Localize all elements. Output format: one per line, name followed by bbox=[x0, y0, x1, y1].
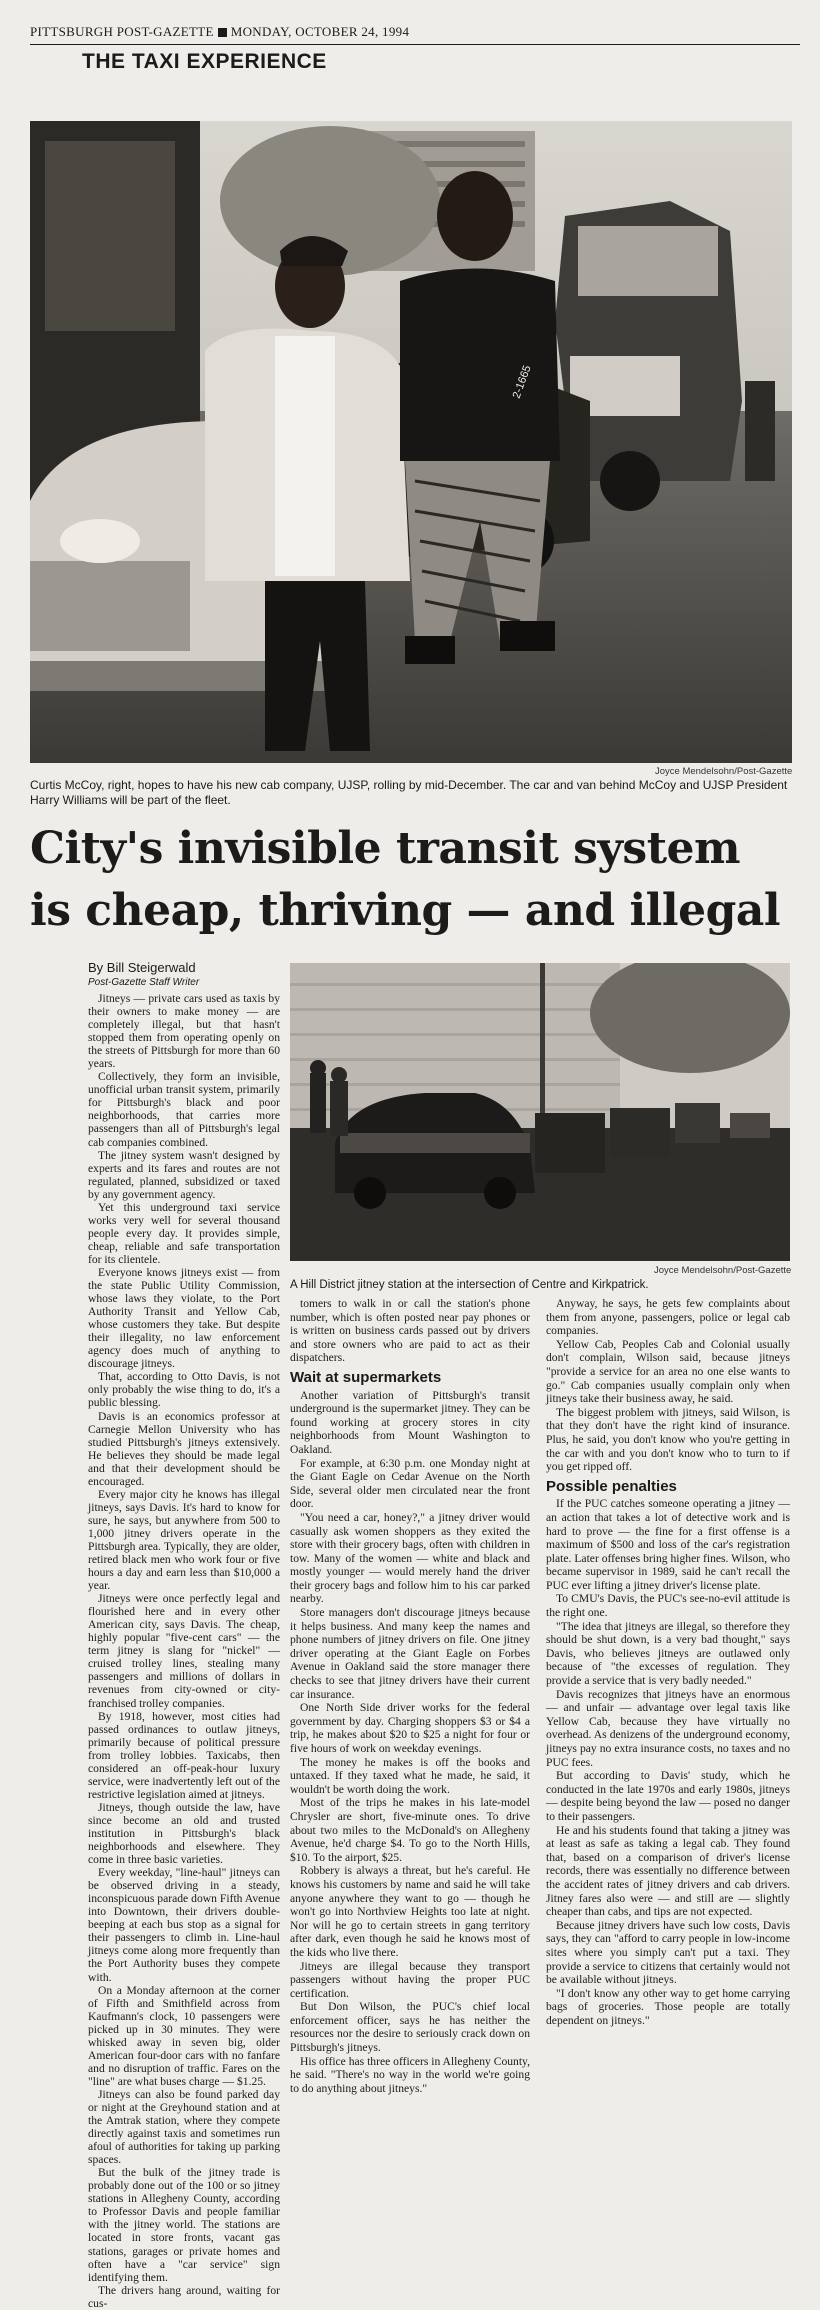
paragraph: Yet this underground taxi service works very well for several thousand people every day. It provides simple, cheap, reliable and safe transportation for its clientele. bbox=[88, 1200, 280, 1266]
second-photo-credit: Joyce Mendelsohn/Post-Gazette bbox=[654, 1265, 792, 1276]
paragraph: For example, at 6:30 p.m. one Monday night at the Giant Eagle on Cedar Avenue on the North Side, several older men circulated near the front door. bbox=[290, 1456, 530, 1511]
paragraph: The jitney system wasn't designed by experts and its fares and routes are not regulated, planned, subsidized or taxed by any government agency. bbox=[88, 1148, 280, 1201]
paragraph: His office has three officers in Allegheny County, he said. "There's no way in the world we're going to do anything about jitneys." bbox=[290, 2054, 530, 2095]
second-photo-caption: A Hill District jitney station at the intersection of Centre and Kirkpatrick. bbox=[290, 1279, 649, 1291]
article-column-2 bbox=[290, 1297, 530, 2095]
paragraph: Because jitney drivers have such low costs, Davis says, they can "afford to carry people in low-income sites where you simply can't put a taxi. They provide a service to citizens that certainly would not be available without jitneys. bbox=[546, 1918, 790, 1987]
paragraph: The money he makes is off the books and untaxed. If they taxed what he made, he said, it wouldn't be worth doing the work. bbox=[290, 1755, 530, 1796]
masthead-rule bbox=[30, 44, 800, 45]
paragraph: Jitneys — private cars used as taxis by their owners to make money — are completely illegal, but that hasn't stopped them from operating openly on the streets of Pittsburgh for more than 60 years. bbox=[88, 992, 280, 1071]
paragraph: Anyway, he says, he gets few complaints about them from anyone, passengers, police or legal cab companies. bbox=[546, 1297, 790, 1338]
paragraph: Jitneys were once perfectly legal and flourished here and in every other American city, says Davis. The cheap, highly popular "five-cent cars" — the term jitney is slang for "nickel" — cruised trolley lines, stealing many passengers and millions of dollars in revenues from city-owned or city-franchised trolley companies. bbox=[88, 1592, 280, 1710]
paragraph: "The idea that jitneys are illegal, so therefore they should be shut down, is a very bad thought," says Davis, who believes jitneys are outlawed only because of "the excesses of regulation. They provide a service that is very badly needed." bbox=[546, 1619, 790, 1688]
headline-line-2: is cheap, thriving — and illegal bbox=[30, 885, 781, 936]
paragraph: One North Side driver works for the federal government by day. Charging shoppers $3 or $4 a trip, he makes about $20 to $25 a night for four or five hours of work on weekday evenings. bbox=[290, 1701, 530, 1755]
paragraph: Yellow Cab, Peoples Cab and Colonial usually don't complain, Wilson said, because jitneys "provide a service for an area no one else wants to go." Cab companies usually complain only when jitneys take their business away, he said. bbox=[546, 1337, 790, 1406]
section-title: THE TAXI EXPERIENCE bbox=[82, 50, 327, 73]
article-column-1 bbox=[88, 992, 280, 2310]
paragraph: The biggest problem with jitneys, said Wilson, is that they don't have the right kind of insurance. Plus, he said, you don't know who you're getting in the car with and you don't know who to turn to if you get ripped off. bbox=[546, 1405, 790, 1474]
byline-name: By Bill Steigerwald bbox=[88, 960, 196, 975]
paragraph: By 1918, however, most cities had passed ordinances to outlaw jitneys, primarily because of political pressure from trolley lobbies. Taxicabs, then considered an off-peak-hour luxury service, were inadvertently left out of the restrictive legislation aimed at jitneys. bbox=[88, 1709, 280, 1801]
photo-credit: Joyce Mendelsohn/Post-Gazette bbox=[655, 766, 793, 777]
paragraph: Every weekday, "line-haul" jitneys can be observed driving in a steady, inconspicuous parade down Fifth Avenue into Downtown, their drivers double-beeping at each bus stop as a signal for their passengers to climb in. Line-haul jitneys come along more frequently than the Port Authority buses they compete with. bbox=[88, 1866, 280, 1984]
paragraph: "I don't know any other way to get home carrying bags of groceries. Those people are totally dependent on jitneys." bbox=[546, 1986, 790, 2027]
photo-caption: Curtis McCoy, right, hopes to have his new cab company, UJSP, rolling by mid-December. The car and van behind McCoy and UJSP President Harry Williams will be part of the fleet. bbox=[30, 778, 788, 807]
top-photo bbox=[30, 121, 792, 763]
paragraph: Jitneys are illegal because they transport passengers without having the proper PUC certification. bbox=[290, 1959, 530, 2000]
masthead bbox=[30, 24, 800, 40]
paragraph: Jitneys, though outside the law, have since become an old and trusted institution in Pittsburgh's black neighborhoods and elsewhere. They come in three basic varieties. bbox=[88, 1800, 280, 1867]
paragraph: Everyone knows jitneys exist — from the state Public Utility Commission, whose laws they violate, to the Port Authority Transit and Yellow Cab, whose customers they take. But despite their illegality, no law enforcement agency does much of anything to discourage jitneys. bbox=[88, 1265, 280, 1371]
issue-date: MONDAY, OCTOBER 24, 1994 bbox=[230, 24, 410, 39]
byline bbox=[88, 960, 199, 988]
paragraph: If the PUC catches someone operating a jitney — an action that takes a lot of detective work and is hard to prove — the fine for a first offense is a maximum of $500 and loss of the car's registration plate. Later offenses bring higher fines. Wilson, who became supervisor in 1989, said he can't recall the PUC ever lifting a jitney driver's license plate. bbox=[546, 1497, 790, 1592]
paragraph: Store managers don't discourage jitneys because it helps business. And many keep the names and phone numbers of jitney drivers on file. One jitney driver operating at the Giant Eagle on Forbes Avenue in Oakland said the store manager there checks to see that jitney drivers have their current car insurance. bbox=[290, 1606, 530, 1701]
paragraph: But Don Wilson, the PUC's chief local enforcement officer, says he has neither the resources nor the desire to seriously crack down on Pittsburgh's jitneys. bbox=[290, 2000, 530, 2055]
paragraph: But the bulk of the jitney trade is probably done out of the 100 or so jitney stations in Allegheny County, according to Professor Davis and people familiar with the jitney world. The stations are located in store fronts, vacant gas stations, garages or private homes and often have a "car service" sign identifying them. bbox=[88, 2166, 280, 2284]
paragraph: To CMU's Davis, the PUC's see-no-evil attitude is the right one. bbox=[546, 1592, 790, 1620]
paragraph: Davis is an economics professor at Carnegie Mellon University who has studied Pittsburgh's jitneys extensively. He believes they should be made legal and that their development should be encouraged. bbox=[88, 1409, 280, 1488]
jitney-station-photo bbox=[290, 963, 790, 1261]
square-bullet-icon bbox=[218, 28, 227, 37]
article-column-3 bbox=[546, 1297, 790, 2027]
paragraph: He and his students found that taking a jitney was at least as safe as taking a legal cab. They found that, based on a comparison of driver's license records, there was essentially no difference between the accident rates of jitney drivers and cab drivers. Jitney fares also were — and still are — slightly cheaper than cabs, and tips are not expected. bbox=[546, 1823, 790, 1919]
photo-mccoy-williams bbox=[30, 121, 792, 763]
newspaper-name: PITTSBURGH POST-GAZETTE bbox=[30, 24, 214, 39]
photo-hill-district-station bbox=[290, 963, 790, 1261]
subhead-penalties: Possible penalties bbox=[546, 1477, 677, 1495]
paragraph: Jitneys can also be found parked day or night at the Greyhound station and at the Amtrak station, where they compete directly against taxis and sometimes run afoul of authorities for taking up parking spaces. bbox=[88, 2087, 280, 2167]
paragraph: Davis recognizes that jitneys have an enormous — and unfair — advantage over legal taxis like Yellow Cab, because they have virtually no overhead. As denizens of the underground economy, jitneys pay no extra insurance costs, no taxes and no PUC fees. bbox=[546, 1687, 790, 1769]
paragraph: On a Monday afternoon at the corner of Fifth and Smithfield across from Kaufmann's clock, 10 passengers were picked up in 30 minutes. They were whisked away in seven big, older American four-door cars with no fanfare and no disruption of traffic. Fares on the "line" are what buses charge — $1.25. bbox=[88, 1983, 280, 2088]
paragraph: The drivers hang around, waiting for cus- bbox=[88, 2283, 280, 2310]
paragraph: Most of the trips he makes in his late-model Chrysler are short, five-minute ones. To drive about two miles to the McDonald's on Allegheny Avenue, he'd charge $4. To go to the North Hills, $10. To the airport, $25. bbox=[290, 1796, 530, 1864]
paragraph: But according to Davis' study, which he conducted in the late 1970s and early 1980s, jitneys — despite being beyond the law — posed no danger to their passengers. bbox=[546, 1769, 790, 1823]
headline bbox=[30, 818, 800, 942]
headline-line-1: City's invisible transit system bbox=[30, 823, 741, 874]
byline-role: Post-Gazette Staff Writer bbox=[88, 977, 200, 988]
paragraph: Every major city he knows has illegal jitneys, says Davis. It's hard to know for sure, he says, but anywhere from 500 to 1,000 jitney drivers operate in the Pittsburgh area. Typically, they are older, retired black men who work four or five hours a day and earn less than $10,000 a year. bbox=[88, 1487, 280, 1593]
paragraph: Robbery is always a threat, but he's careful. He knows his customers by name and said he will take anyone anywhere they want to go — though he won't go into Northview Heights too late at night. Nor will he go to certain streets in gang territory after dark, even though he said he knows most of the kids who live there. bbox=[290, 1864, 530, 1959]
paragraph: Collectively, they form an invisible, unofficial urban transit system, primarily for Pittsburgh's black and poor neighborhoods, that carries more passengers than all of Pittsburgh's legal cab companies combined. bbox=[88, 1070, 280, 1149]
paragraph: "You need a car, honey?," a jitney driver would casually ask women shoppers as they exited the store with their grocery bags, often with children in tow. Many of the women — white and black and mostly younger — would merely hand the driver their grocery bags and follow him to his car parked nearby. bbox=[290, 1510, 530, 1606]
paragraph: Another variation of Pittsburgh's transit underground is the supermarket jitney. They can be found working at grocery stores in city neighborhoods from Mount Washington to Oakland. bbox=[290, 1388, 530, 1456]
paragraph: tomers to walk in or call the station's phone number, which is often posted near pay phones or is written on business cards passed out by drivers and store owners who are paid to act as their dispatchers. bbox=[290, 1297, 530, 1365]
paragraph: That, according to Otto Davis, is not only probably the wise thing to do, it's a public blessing. bbox=[88, 1370, 280, 1410]
cab-plate-text: 2-1665 bbox=[510, 363, 534, 401]
subhead-supermarkets: Wait at supermarkets bbox=[290, 1368, 442, 1386]
